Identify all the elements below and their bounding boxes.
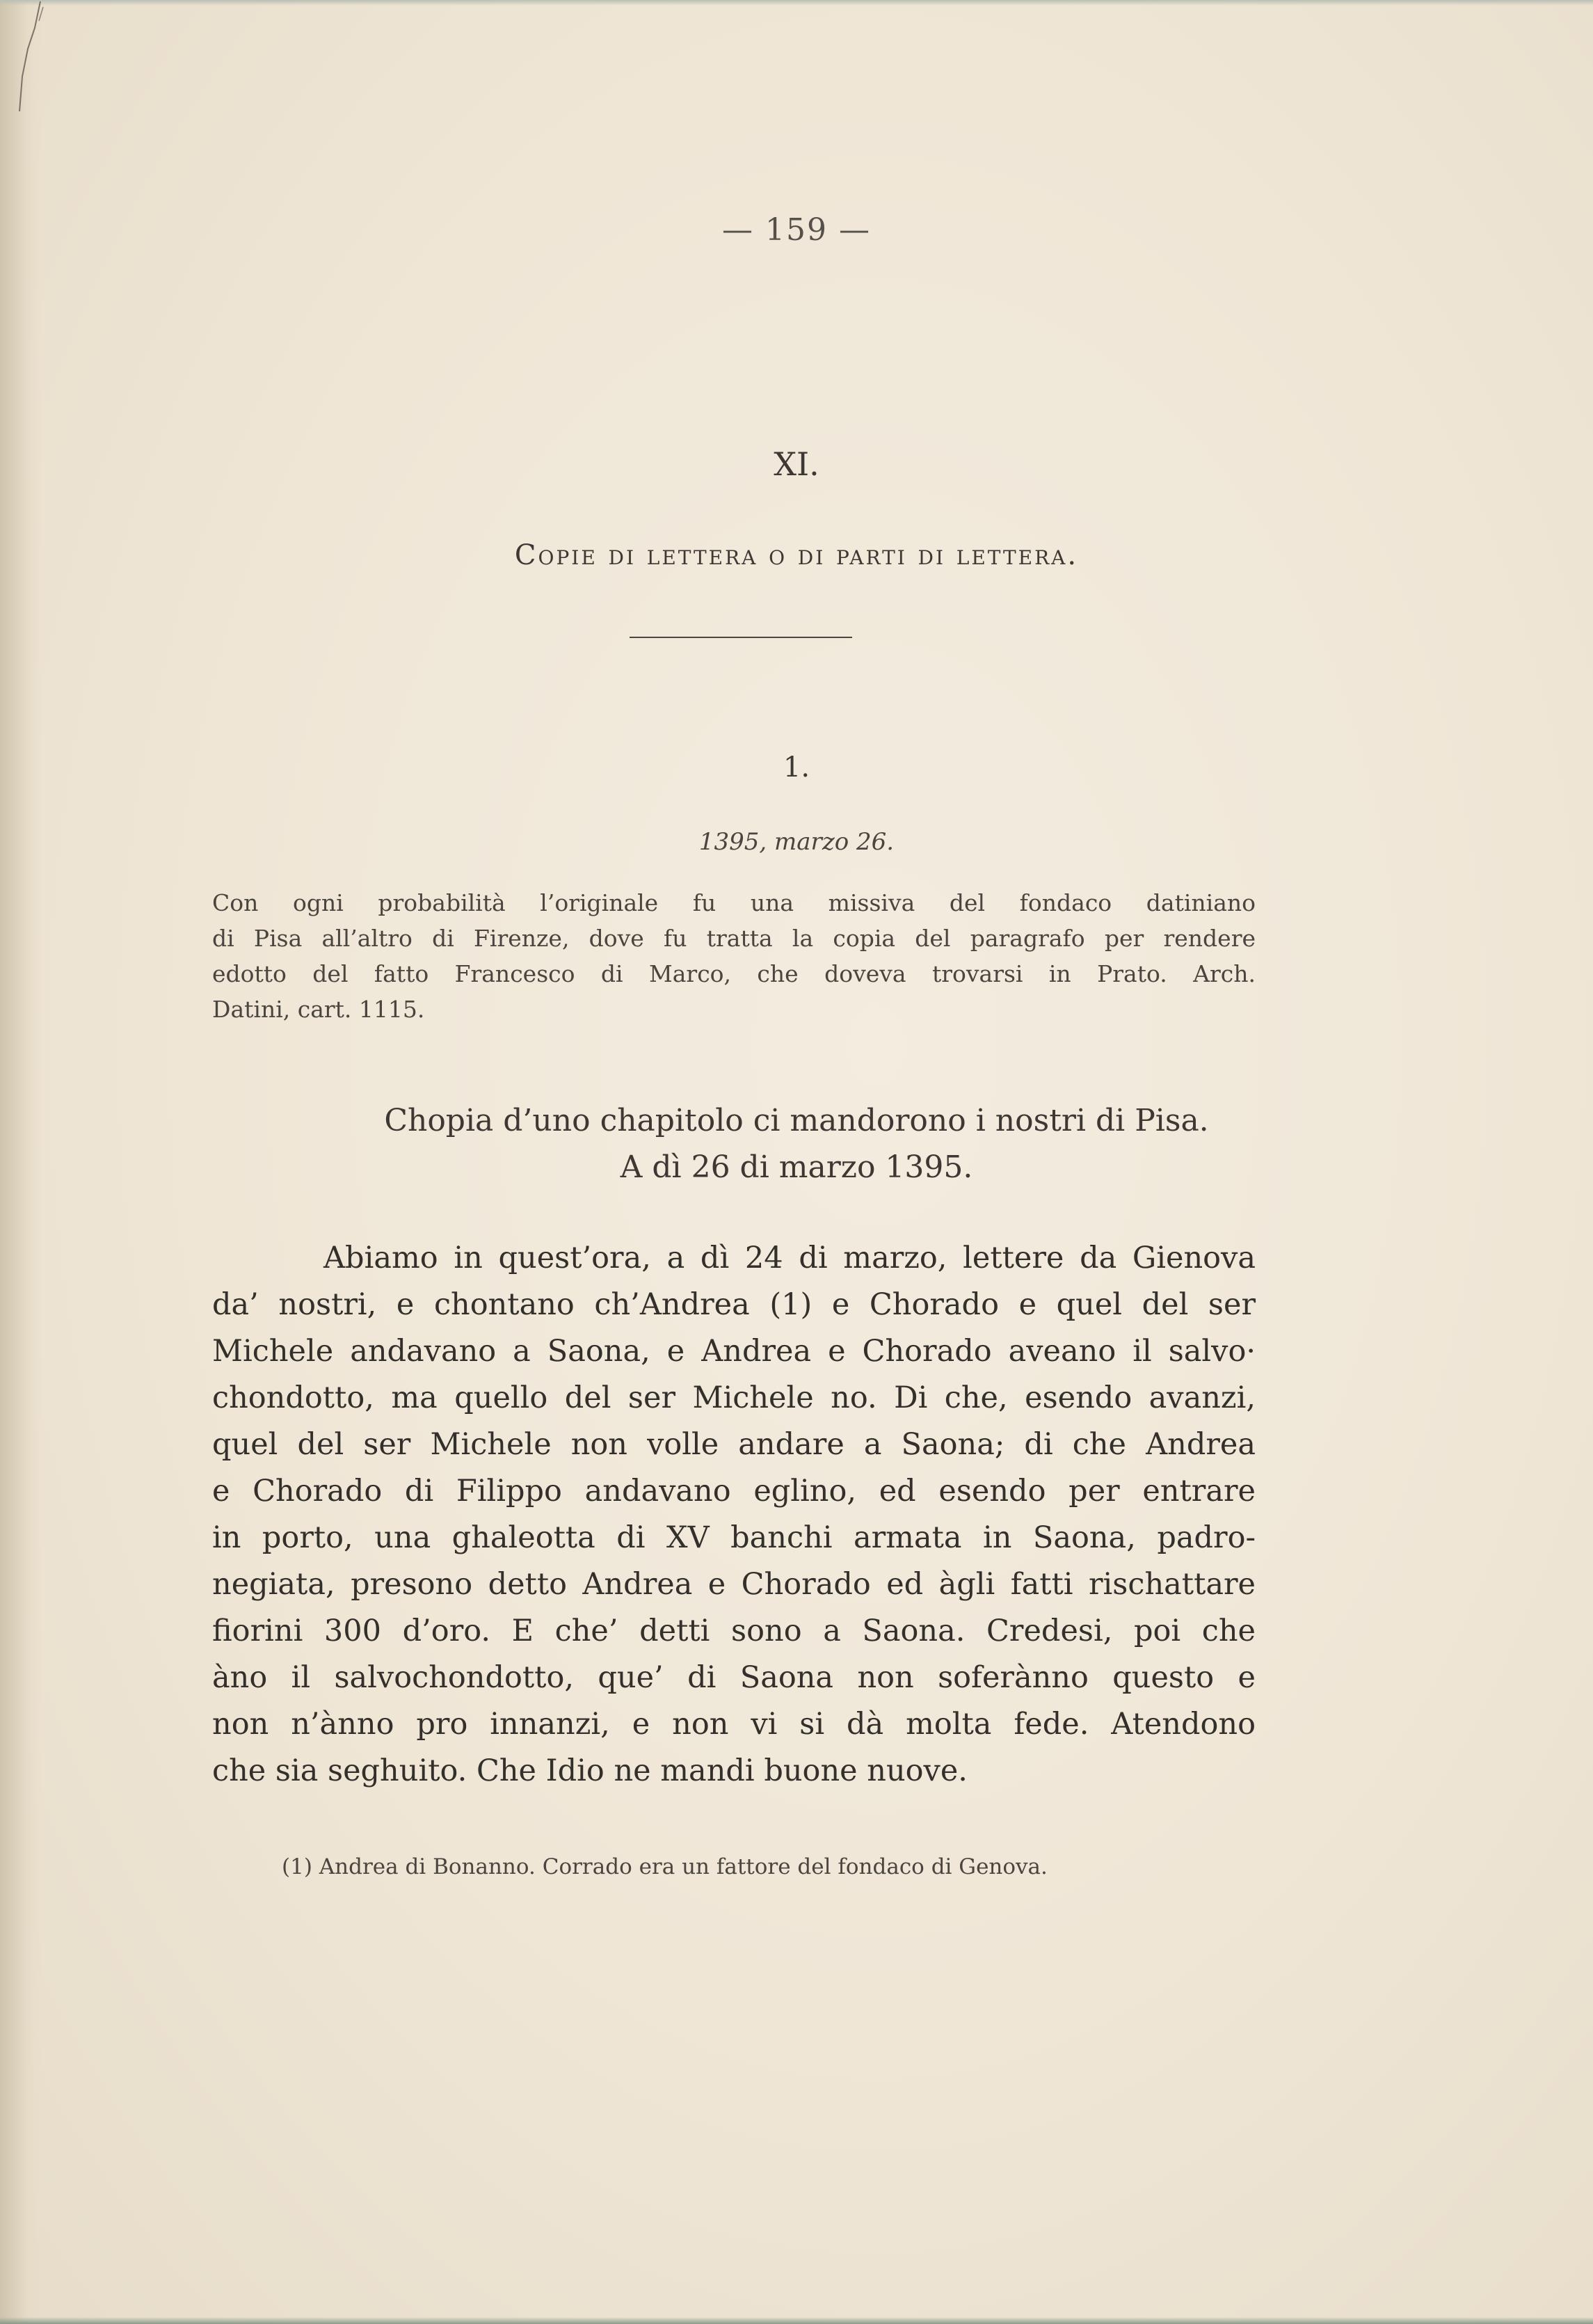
body-line: da’ nostri, e chontano ch’Andrea (1) e Chorado e quel del ser: [212, 1287, 1256, 1322]
body-line: negiata, presono detto Andrea e Chorado ed àgli fatti rischattare: [212, 1567, 1256, 1602]
body-line: quel del ser Michele non volle andare a Saona; di che Andrea: [212, 1427, 1256, 1462]
section-number: XI.: [774, 445, 819, 483]
body-line: fiorini 300 d’oro. E che’ detti sono a Saona. Credesi, poi che: [212, 1614, 1256, 1648]
document-date: 1395, marzo 26.: [698, 828, 895, 856]
body-line: chondotto, ma quello del ser Michele no. Di che, esendo avanzi,: [212, 1380, 1256, 1415]
body-line: e Chorado di Filippo andavano eglino, ed esendo per entrare: [212, 1474, 1256, 1509]
intro-line: Datini, cart. 1115.: [212, 996, 425, 1023]
top-edge: [0, 0, 1593, 6]
bottom-edge: [0, 2317, 1593, 2324]
letter-heading-line-2: A dì 26 di marzo 1395.: [620, 1149, 973, 1185]
body-line: non n’ànno pro innanzi, e non vi si dà molta fede. Atendono: [212, 1707, 1256, 1742]
body-line: Michele andavano a Saona, e Andrea e Chorado aveano il salvo·: [212, 1334, 1256, 1369]
intro-line: di Pisa all’altro di Firenze, dove fu tratta la copia del paragrafo per rendere: [212, 925, 1256, 952]
intro-paragraph: [212, 885, 1256, 1027]
letter-heading-line-1: Chopia d’uno chapitolo ci mandorono i nostri di Pisa.: [384, 1103, 1209, 1138]
section-divider: [630, 637, 852, 638]
body-line: Abiamo in quest’ora, a dì 24 di marzo, lettere da Gienova: [323, 1241, 1256, 1275]
footnote: (1) Andrea di Bonanno. Corrado era un fattore del fondaco di Genova.: [282, 1854, 1048, 1879]
document-number: 1.: [783, 751, 810, 783]
intro-line: Con ogni probabilità l’originale fu una missiva del fondaco datiniano: [212, 889, 1256, 916]
letter-body: [212, 1235, 1256, 1794]
page-number: — 159 —: [722, 212, 871, 248]
body-line: che sia seghuito. Che Idio ne mandi buone nuove.: [212, 1753, 968, 1788]
intro-line: edotto del fatto Francesco di Marco, che doveva trovarsi in Prato. Arch.: [212, 960, 1256, 987]
section-title: Copie di lettera o di parti di lettera.: [514, 539, 1079, 571]
body-line: àno il salvochondotto, que’ di Saona non soferànno questo e: [212, 1660, 1256, 1695]
body-line: in porto, una ghaleotta di XV banchi armata in Saona, padro-: [212, 1520, 1256, 1555]
pencil-mark: [7, 0, 49, 118]
